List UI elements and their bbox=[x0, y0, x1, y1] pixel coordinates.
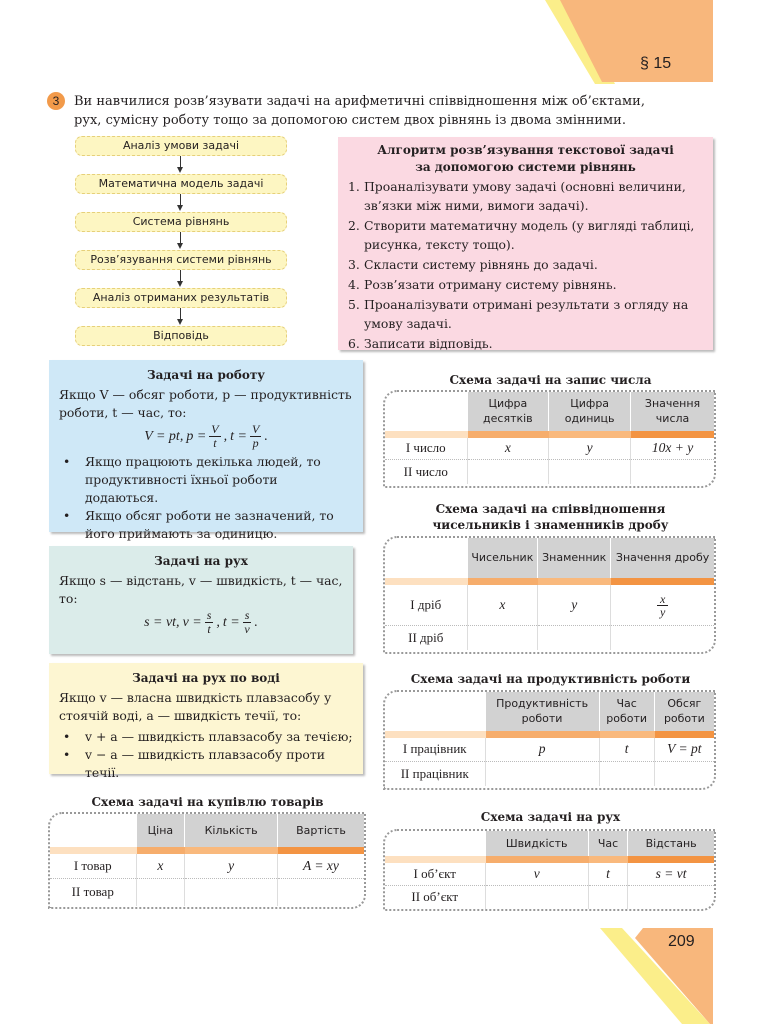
row-label: II число bbox=[403, 463, 448, 479]
empty-cell bbox=[611, 625, 714, 650]
denominator: v bbox=[244, 622, 250, 636]
box-title: Задачі на роботу bbox=[147, 368, 265, 382]
header-decor-tab bbox=[560, 0, 713, 82]
cell-value: y bbox=[571, 596, 578, 612]
denominator: y bbox=[659, 604, 666, 619]
motion-problems-box bbox=[49, 546, 353, 654]
step-number: 1. bbox=[348, 179, 360, 194]
algorithm-step bbox=[348, 334, 703, 353]
step-text: Скласти систему рівнянь до задачі. bbox=[364, 257, 598, 272]
cell-value: x bbox=[499, 596, 506, 612]
table-row bbox=[385, 885, 714, 909]
row-label: I об’єкт bbox=[385, 859, 485, 885]
flow-step: Аналіз умови задачі bbox=[75, 136, 287, 156]
step-text: Проаналізувати умову задачі (основні величини, зв’язки між ними, вимоги задачі). bbox=[364, 179, 686, 213]
formula-part: . bbox=[264, 428, 268, 444]
empty-cell bbox=[628, 885, 714, 909]
table-row bbox=[50, 878, 364, 906]
water-notes bbox=[59, 728, 353, 782]
flow-step: Система рівнянь bbox=[75, 212, 287, 232]
empty-cell bbox=[654, 761, 714, 786]
algorithm-step bbox=[348, 177, 703, 215]
section-number: § 15 bbox=[640, 55, 672, 72]
arrow-down-icon bbox=[75, 270, 287, 288]
formula-part: p = bbox=[186, 428, 207, 444]
purchase-scheme-table bbox=[48, 812, 366, 909]
numerator: V bbox=[251, 422, 260, 436]
box-intro: Якщо v — власна швидкість плавзасобу у стоячій воді, a — швидкість течії, то: bbox=[59, 690, 332, 723]
flow-step: Математична модель задачі bbox=[75, 174, 287, 194]
cell-value: p bbox=[538, 741, 546, 756]
empty-cell bbox=[485, 885, 588, 909]
step-number: 5. bbox=[348, 297, 360, 312]
flow-step: Аналіз отриманих результатів bbox=[75, 288, 287, 308]
algorithm-step bbox=[348, 275, 703, 294]
cell-value: V = pt bbox=[667, 741, 702, 756]
cell-value: t bbox=[606, 865, 610, 881]
algorithm-box bbox=[338, 137, 713, 350]
header-cell: Значення числа bbox=[631, 392, 714, 434]
numerator: s bbox=[244, 608, 250, 622]
row-label: II товар bbox=[71, 884, 114, 900]
note-item: • v − a — швидкість плавзасобу проти течії. bbox=[59, 746, 353, 782]
table-row bbox=[385, 859, 714, 885]
formula-part: . bbox=[254, 614, 258, 630]
header-cell bbox=[385, 538, 467, 581]
empty-cell bbox=[588, 885, 627, 909]
work-notes bbox=[59, 453, 353, 543]
header-cell: Час роботи bbox=[599, 692, 654, 734]
note-item: • Якщо працюють декілька людей, то продуктивності їхньої роботи додаються. bbox=[59, 453, 353, 507]
table-row bbox=[385, 625, 714, 650]
algorithm-title-line: Алгоритм розв’язування текстової задачі bbox=[377, 143, 674, 157]
cell-value: t bbox=[624, 741, 629, 756]
intro-text: Ви навчилися розв’язувати задачі на арифметичні співвідношення між об’єктами, рух, сумісну роботу тощо за допомогою систем двох рівнянь із двома змінними. bbox=[74, 94, 645, 128]
scheme-title: Схема задачі на купівлю товарів bbox=[91, 795, 324, 809]
cell-value: x bbox=[157, 857, 164, 873]
header-cell: Знаменник bbox=[538, 538, 611, 581]
cell-value: x bbox=[504, 440, 511, 455]
table-row bbox=[385, 581, 714, 625]
table-row bbox=[385, 761, 714, 786]
denominator: t bbox=[213, 436, 217, 450]
formula-part: , bbox=[216, 614, 220, 630]
empty-cell bbox=[136, 878, 185, 906]
algorithm-step bbox=[348, 295, 703, 333]
step-number: 4. bbox=[348, 277, 360, 292]
fraction-value bbox=[657, 593, 668, 618]
table-row bbox=[385, 459, 714, 484]
scheme-title-line: чисельників і знаменників дробу bbox=[432, 518, 669, 532]
empty-cell bbox=[467, 625, 538, 650]
box-title: Задачі на рух по воді bbox=[132, 671, 280, 685]
header-cell: Значення дробу bbox=[611, 538, 714, 581]
algorithm-title-line: за допомогою системи рівнянь bbox=[415, 160, 636, 174]
work-formula bbox=[59, 423, 353, 450]
header-cell: Цифра одиниць bbox=[549, 392, 631, 434]
row-label: I дріб bbox=[385, 581, 467, 625]
number-scheme-table bbox=[383, 390, 716, 488]
step-text: Проаналізувати отримані результати з огляду на умову задачі. bbox=[364, 297, 689, 331]
row-label: II дріб bbox=[408, 629, 444, 645]
intro-paragraph bbox=[47, 92, 647, 130]
water-motion-box bbox=[49, 663, 363, 780]
page-number: 209 bbox=[668, 933, 695, 950]
formula-part: t = bbox=[230, 428, 247, 444]
box-title: Задачі на рух bbox=[154, 554, 248, 568]
header-cell: Кількість bbox=[185, 814, 278, 850]
header-cell: Час bbox=[588, 831, 627, 859]
item-number-badge: 3 bbox=[47, 92, 65, 110]
step-text: Записати відповідь. bbox=[364, 336, 493, 351]
cell-value: y bbox=[586, 440, 593, 455]
fraction bbox=[250, 423, 261, 450]
formula-part: V = pt, bbox=[144, 428, 184, 444]
motion-scheme-table bbox=[383, 829, 716, 911]
row-label: II об’єкт bbox=[411, 889, 459, 905]
row-label: I число bbox=[385, 434, 467, 459]
header-cell: Відстань bbox=[628, 831, 714, 859]
scheme-title: Схема задачі на запис числа bbox=[449, 373, 652, 387]
arrow-down-icon bbox=[75, 156, 287, 174]
cell-value: v bbox=[533, 865, 540, 881]
arrow-down-icon bbox=[75, 308, 287, 326]
formula-part: t = bbox=[222, 614, 240, 630]
header-cell: Ціна bbox=[136, 814, 185, 850]
algorithm-steps bbox=[348, 177, 703, 353]
denominator: t bbox=[207, 622, 211, 636]
empty-cell bbox=[467, 459, 549, 484]
denominator: p bbox=[252, 436, 259, 450]
table-row bbox=[385, 434, 714, 459]
header-cell bbox=[385, 692, 485, 734]
algorithm-title bbox=[348, 142, 703, 176]
empty-cell bbox=[485, 761, 599, 786]
note-item: • Якщо обсяг роботи не зазначений, то його приймають за одиницю. bbox=[59, 507, 353, 543]
box-intro: Якщо s — відстань, v — швидкість, t — час, то: bbox=[59, 573, 343, 606]
algorithm-step bbox=[348, 216, 703, 254]
header-cell: Обсяг роботи bbox=[654, 692, 714, 734]
scheme-title-line: Схема задачі на співвідношення bbox=[435, 502, 666, 516]
header-cell bbox=[385, 392, 467, 434]
productivity-scheme-table bbox=[383, 690, 716, 790]
step-number: 2. bbox=[348, 218, 360, 233]
fraction bbox=[209, 423, 220, 450]
cell-value: A = xy bbox=[303, 857, 339, 873]
row-label: II працівник bbox=[400, 765, 469, 781]
table-row bbox=[385, 734, 714, 761]
step-number: 3. bbox=[348, 257, 360, 272]
header-cell: Вартість bbox=[277, 814, 364, 850]
numerator: s bbox=[206, 608, 212, 622]
header-cell bbox=[50, 814, 136, 850]
fraction bbox=[243, 609, 252, 636]
fraction bbox=[205, 609, 214, 636]
row-label: I працівник bbox=[385, 734, 485, 761]
header-cell: Цифра десятків bbox=[467, 392, 549, 434]
formula-part: , bbox=[223, 428, 228, 444]
empty-cell bbox=[538, 625, 611, 650]
work-problems-box bbox=[49, 360, 363, 541]
step-number: 6. bbox=[348, 336, 360, 351]
empty-cell bbox=[185, 878, 278, 906]
algorithm-step bbox=[348, 255, 703, 274]
empty-cell bbox=[549, 459, 631, 484]
arrow-down-icon bbox=[75, 194, 287, 212]
note-item: • v + a — швидкість плавзасобу за течією; bbox=[59, 728, 353, 746]
numerator: x bbox=[657, 593, 668, 606]
empty-cell bbox=[277, 878, 364, 906]
cell-value: y bbox=[228, 857, 235, 873]
cell-value: s = vt bbox=[655, 865, 687, 881]
step-text: Розв’язати отриману систему рівнянь. bbox=[364, 277, 617, 292]
flow-step: Розв’язування системи рівнянь bbox=[75, 250, 287, 270]
header-cell: Продуктивність роботи bbox=[485, 692, 599, 734]
formula-part: v = bbox=[182, 614, 202, 630]
box-intro: Якщо V — обсяг роботи, p — продуктивність роботи, t — час, то: bbox=[59, 387, 352, 420]
motion-formula bbox=[59, 609, 343, 636]
header-cell bbox=[385, 831, 485, 859]
arrow-down-icon bbox=[75, 232, 287, 250]
row-label: I товар bbox=[50, 850, 136, 878]
step-text: Створити математичну модель (у вигляді таблиці, рисунка, тексту тощо). bbox=[364, 218, 695, 252]
scheme-title bbox=[383, 501, 718, 533]
empty-cell bbox=[631, 459, 714, 484]
scheme-title: Схема задачі на продуктивність роботи bbox=[410, 672, 691, 686]
solution-flowchart bbox=[75, 136, 287, 346]
scheme-title: Схема задачі на рух bbox=[480, 810, 621, 824]
fraction-scheme-table bbox=[383, 536, 716, 654]
formula-part: s = vt, bbox=[144, 614, 180, 630]
table-row bbox=[50, 850, 364, 878]
empty-cell bbox=[599, 761, 654, 786]
numerator: V bbox=[211, 422, 219, 436]
cell-value: 10x + y bbox=[651, 440, 694, 455]
header-cell: Чисельник bbox=[467, 538, 538, 581]
header-cell: Швидкість bbox=[485, 831, 588, 859]
flow-step: Відповідь bbox=[75, 326, 287, 346]
